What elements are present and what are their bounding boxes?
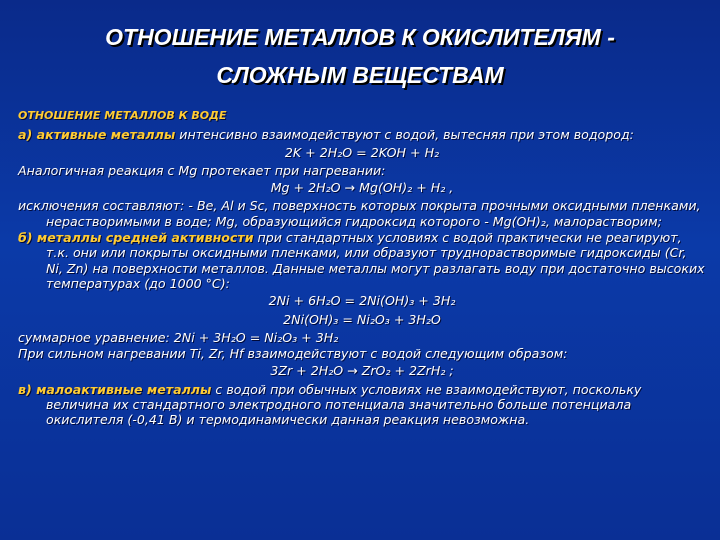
paragraph-active-metals	[18, 127, 706, 142]
medium-metals-label: б) металлы средней активности	[18, 230, 254, 246]
paragraph-summary: суммарное уравнение: 2Ni + 3H₂O = Ni₂O₃ + 3H₂	[18, 329, 339, 345]
active-metals-label: а) активные металлы	[18, 127, 176, 143]
equation-nickel-2: 2Ni(OH)₃ = Ni₂O₃ + 3H₂O	[283, 311, 441, 327]
medium-metals-text: при стандартных условиях с водой практически не реагируют, т.к. они или покрыты оксидными пленками, или образуют труднорастворимые гидроксиды (Cr, Ni, Zn) на поверхности металлов. Данные металлы могут разлагать воду при достаточно высоких температурах (до 1000 °С):	[46, 230, 705, 291]
equation-zirconium: 3Zr + 2H₂O → ZrO₂ + 2ZrH₂ ;	[270, 363, 454, 379]
paragraph-medium-metals	[18, 230, 706, 291]
paragraph-low-activity	[18, 382, 706, 428]
paragraph-exceptions: исключения составляют: - Be, Al и Sc, поверхность которых покрыта прочными оксидными пленками, нерастворимыми в воде; Mg, образующийся гидроксид которого - Mg(OH)₂, малорастворим;	[18, 198, 701, 229]
active-metals-text: интенсивно взаимодействуют с водой, вытесняя при этом водород:	[175, 127, 634, 143]
subheading: ОТНОШЕНИЕ МЕТАЛЛОВ К ВОДЕ	[18, 109, 227, 122]
paragraph-mg-analog: Аналогичная реакция с Mg протекает при нагревании:	[18, 162, 386, 178]
low-activity-text: с водой при обычных условиях не взаимодействуют, поскольку величина их стандартного электродного потенциала значительно больше потенциала окислителя (-0,41 В) и термодинамически данная реакция невозможна.	[46, 381, 642, 428]
equation-potassium: 2K + 2H₂O = 2KOH + H₂	[284, 144, 440, 160]
low-activity-label: в) малоактивные металлы	[18, 381, 212, 397]
paragraph-strong-heating: При сильном нагревании Ti, Zr, Hf взаимодействуют с водой следующим образом:	[18, 346, 568, 362]
title-line-2: СЛОЖНЫМ ВЕЩЕСТВАМ	[216, 62, 504, 88]
equation-magnesium: Mg + 2H₂O → Mg(OH)₂ + H₂ ,	[270, 180, 454, 196]
slide-title	[0, 18, 720, 94]
title-line-1: ОТНОШЕНИЕ МЕТАЛЛОВ К ОКИСЛИТЕЛЯМ -	[105, 24, 615, 50]
slide-body	[18, 108, 706, 429]
equation-nickel-1: 2Ni + 6H₂O = 2Ni(OH)₃ + 3H₂	[268, 293, 456, 309]
